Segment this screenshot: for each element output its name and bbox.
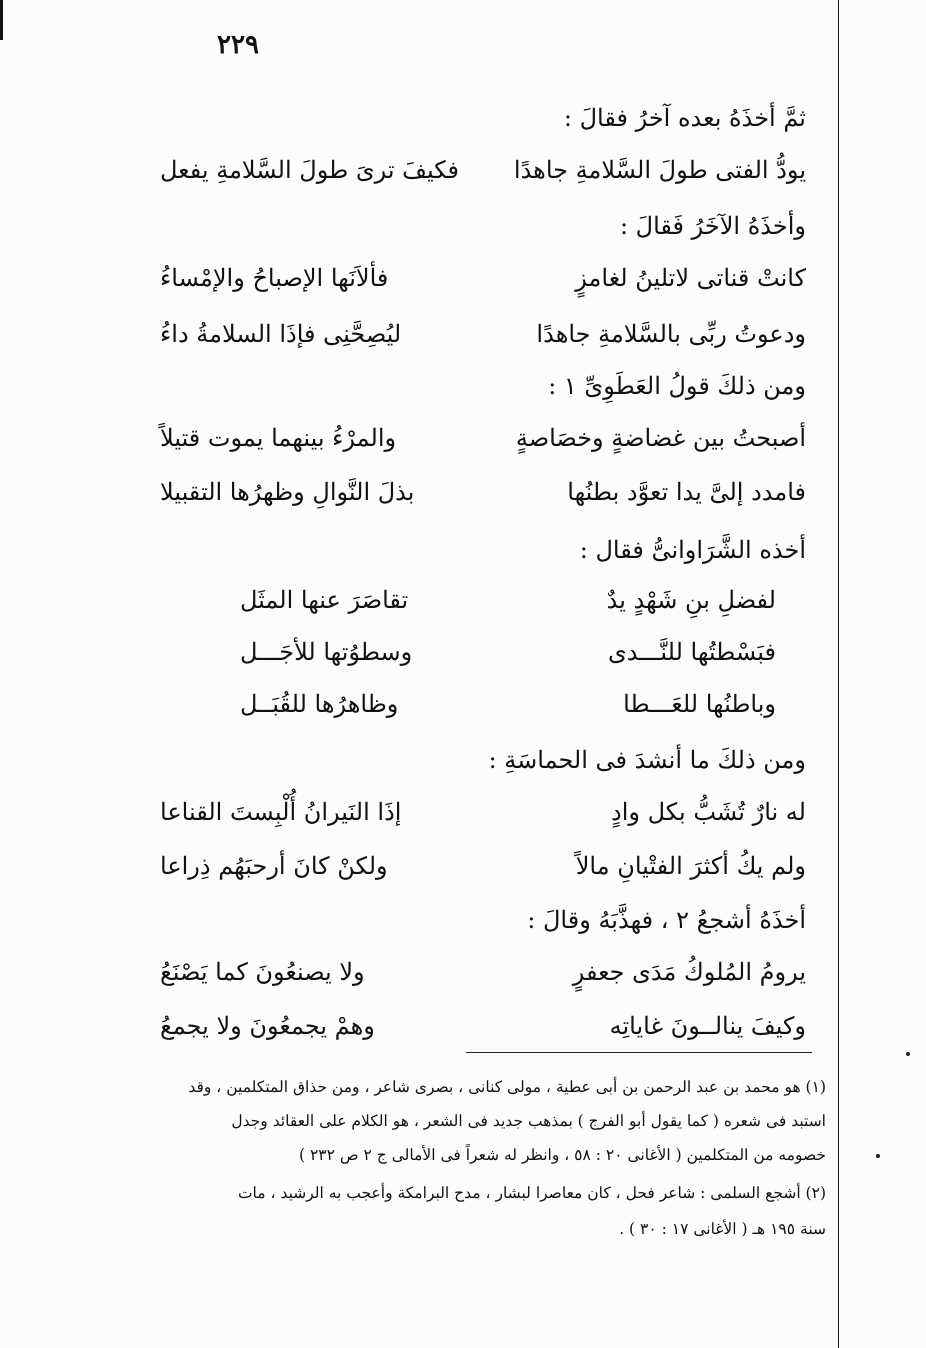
- verse-hemistich-second: وهمْ يجمعُونَ ولا يجمعُ: [160, 1012, 375, 1040]
- verse-hemistich-second: فكيفَ ترىَ طولَ السَّلامةِ يفعل: [160, 156, 459, 184]
- verse-hemistich-first: له نارٌ تُشَبُّ بكل وادٍ: [611, 798, 806, 826]
- verse-hemistich-first: فامدد إلىَّ يدا تعوَّد بطنُها: [567, 478, 806, 506]
- page-edge-mark: [0, 0, 3, 40]
- prose-line: ومن ذلكَ قولُ العَطَوِىِّ ١ :: [548, 372, 806, 400]
- verse-hemistich-first: لفضلِ بنِ شَهْدٍ يدٌ: [606, 586, 776, 614]
- verse-hemistich-first: يودُّ الفتى طولَ السَّلامةِ جاهدًا: [513, 156, 806, 184]
- verse-hemistich-second: ولا يصنعُونَ كما يَصْنَعُ: [160, 958, 365, 986]
- verse-hemistich-first: ولم يكُ أكثرَ الفتْيانِ مالاً: [575, 852, 806, 880]
- verse-hemistich-second: وسطوُتها للأجَـــل: [240, 638, 413, 666]
- verse-hemistich-first: أصبحتُ بين غضاضةٍ وخصَاصةٍ: [515, 424, 806, 452]
- verse-hemistich-first: وباطنُها للعَـــطا: [623, 690, 776, 718]
- footnote-line: (١) هو محمد بن عبد الرحمن بن أبى عطية ، مولى كنانى ، بصرى شاعر ، ومن حذاق المتكلمين ، وقد: [188, 1078, 826, 1096]
- footnote-line: (٢) أشجع السلمى : شاعر فحل ، كان معاصرا لبشار ، مدح البرامكة وأعجب به الرشيد ، مات: [237, 1184, 826, 1202]
- footnote-line: سنة ١٩٥ هـ ( الأغانى ١٧ : ٣٠ ) .: [619, 1220, 826, 1238]
- verse-hemistich-second: إذَا النَيرانُ أُلْبِستَ القناعا: [160, 798, 402, 826]
- prose-line: ثمَّ أخذَهُ بعده آخرُ فقالَ :: [563, 104, 806, 132]
- margin-dot: [906, 1052, 910, 1056]
- margin-rule: [838, 0, 839, 1348]
- footnote-line: استبد فى شعره ( كما يقول أبو الفرج ) بمذهب جديد فى الشعر ، هو الكلام على العقائد وجدل: [231, 1112, 826, 1130]
- prose-line: أخذه الشَّرَاوانىُّ فقال :: [579, 536, 806, 564]
- page-number: ٢٢٩: [217, 30, 259, 60]
- verse-hemistich-first: فبَسْطتُها للنَّـــدى: [607, 638, 776, 666]
- verse-hemistich-first: يرومُ المُلوكُ مَدَى جعفرٍ: [572, 958, 806, 986]
- footnote-line: خصومه من المتكلمين ( الأغانى ٢٠ : ٥٨ ، وانظر له شعراً فى الأمالى ج ٢ ص ٢٣٢ ): [298, 1146, 826, 1164]
- prose-line: ومن ذلكَ ما أنشدَ فى الحماسَةِ :: [488, 746, 806, 774]
- verse-hemistich-second: ولكنْ كانَ أرحبَهُم ذِراعا: [160, 852, 388, 880]
- verse-hemistich-second: ليُصِحَّنِى فإذَا السلامةُ داءُ: [160, 320, 402, 348]
- verse-hemistich-second: تقاصَرَ عنها المثَل: [240, 586, 409, 614]
- verse-hemistich-first: وكيفَ ينالــونَ غاياتِه: [609, 1012, 806, 1040]
- verse-hemistich-second: بذلَ النَّوالِ وظهرُها التقبيلا: [160, 478, 415, 506]
- margin-dot: [876, 1154, 880, 1158]
- prose-line: أخذَهُ أشجعُ ٢ ، فهذَّبَهُ وقالَ :: [527, 906, 806, 934]
- verse-hemistich-second: فألاَنَها الإصباحُ والإمْساءُ: [160, 264, 389, 292]
- verse-hemistich-first: كانتْ قناتى لاتلينُ لغامزٍ: [575, 264, 806, 292]
- verse-hemistich-second: وظاهرُها للقُبَــل: [240, 690, 399, 718]
- verse-hemistich-first: ودعوتُ ربِّى بالسَّلامةِ جاهدًا: [536, 320, 806, 348]
- footnote-separator: [466, 1052, 812, 1053]
- prose-line: وأخذَهُ الآخَرُ فَقالَ :: [619, 212, 806, 240]
- verse-hemistich-second: والمرْءُ بينهما يموت قتيلاً: [160, 424, 397, 452]
